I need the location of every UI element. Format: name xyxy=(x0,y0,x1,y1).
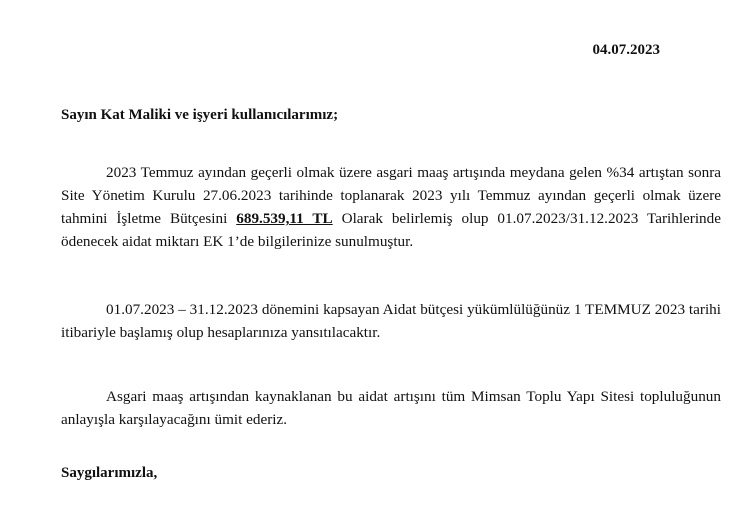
paragraph-budget-text-end: Olarak belirlemiş olup 01.07.2023/31.12.2023 Tarihlerinde ödenecek aidat miktarı EK 1’de bilgilerinize sunulmuştur. xyxy=(61,210,721,250)
salutation: Sayın Kat Maliki ve işyeri kullanıcılarımız; xyxy=(61,107,339,123)
closing: Saygılarımızla, xyxy=(61,465,158,481)
letter-date: 04.07.2023 xyxy=(592,42,660,58)
paragraph-understanding: Asgari maaş artışından kaynaklanan bu aidat artışını tüm Mimsan Toplu Yapı Sitesi topluluğunun anlayışla karşılayacağını ümit ederiz. xyxy=(61,388,721,428)
paragraph-budget-text-start: 2023 Temmuz ayından geçerli olmak üzere asgari maaş artışında meydana gelen %34 artıştan sonra Site Yönetim Kurulu 27.06.2023 tarihinde toplanarak 2023 yılı Temmuz ayından geçerli olmak üzere tahmini İşletme Bütçesini xyxy=(61,164,721,227)
budget-amount: 689.539,11 TL xyxy=(236,210,333,227)
paragraph-obligation: 01.07.2023 – 31.12.2023 dönemini kapsayan Aidat bütçesi yükümlülüğünüz 1 TEMMUZ 2023 tarihi itibariyle başlamış olup hesaplarınıza yansıtılacaktır. xyxy=(61,301,721,341)
paragraph-budget xyxy=(61,161,721,253)
